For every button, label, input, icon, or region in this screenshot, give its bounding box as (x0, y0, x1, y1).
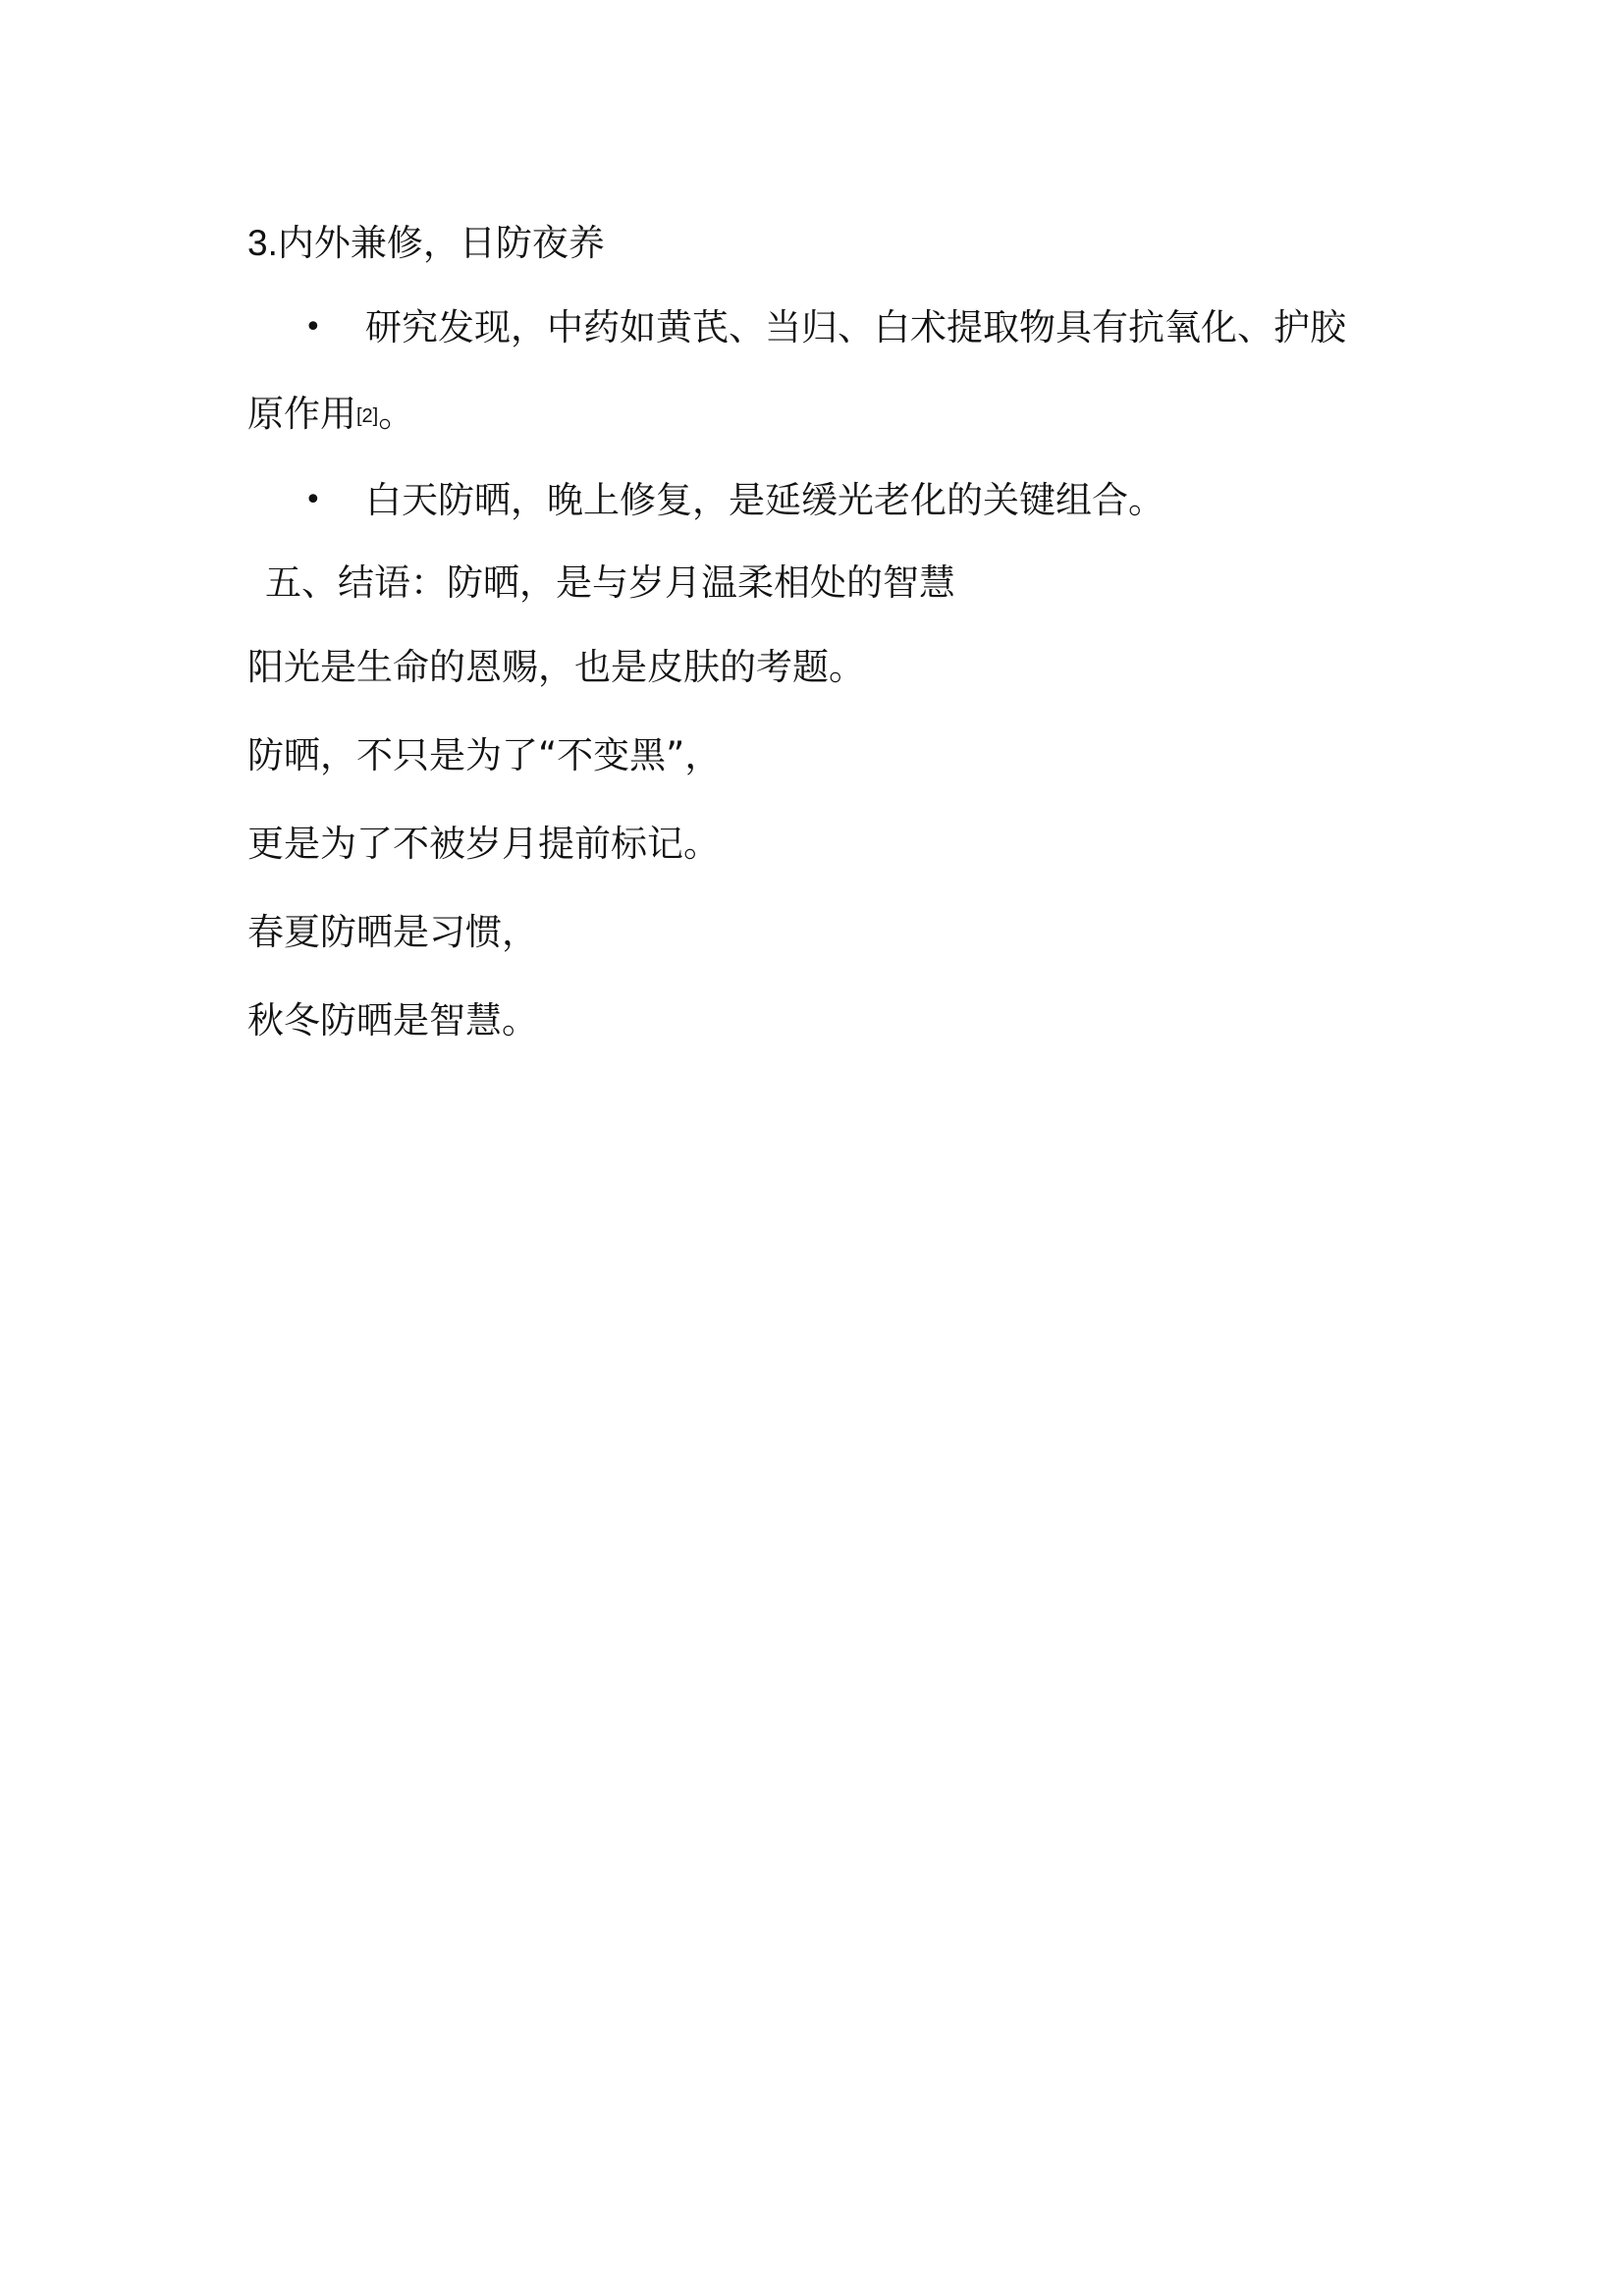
bullet-text-continued: 原作用 (247, 393, 356, 435)
subsection-heading: 3.内外兼修，日防夜养 (247, 223, 605, 263)
bullet-item (304, 477, 1164, 524)
bullet-text-end: 。 (378, 393, 415, 435)
bullet-continuation (247, 391, 414, 438)
paragraph-line: 春夏防晒是习惯， (247, 911, 538, 953)
citation-reference: [2] (356, 405, 379, 427)
paragraph-line: 防晒，不只是为了“不变黑”， (247, 734, 722, 776)
section-heading: 五、结语：防晒，是与岁月温柔相处的智慧 (265, 561, 955, 604)
bullet-item (304, 304, 1346, 351)
paragraph-line: 秋冬防晒是智慧。 (247, 999, 538, 1041)
bullet-text: 白天防晒，晚上修复，是延缓光老化的关键组合。 (365, 479, 1164, 521)
paragraph-line: 阳光是生命的恩赐，也是皮肤的考题。 (247, 646, 865, 688)
bullet-marker: • (304, 483, 322, 517)
paragraph-line: 更是为了不被岁月提前标记。 (247, 823, 720, 865)
bullet-text: 研究发现，中药如黄芪、当归、白术提取物具有抗氧化、护胶 (365, 306, 1346, 348)
bullet-marker: • (304, 310, 322, 345)
